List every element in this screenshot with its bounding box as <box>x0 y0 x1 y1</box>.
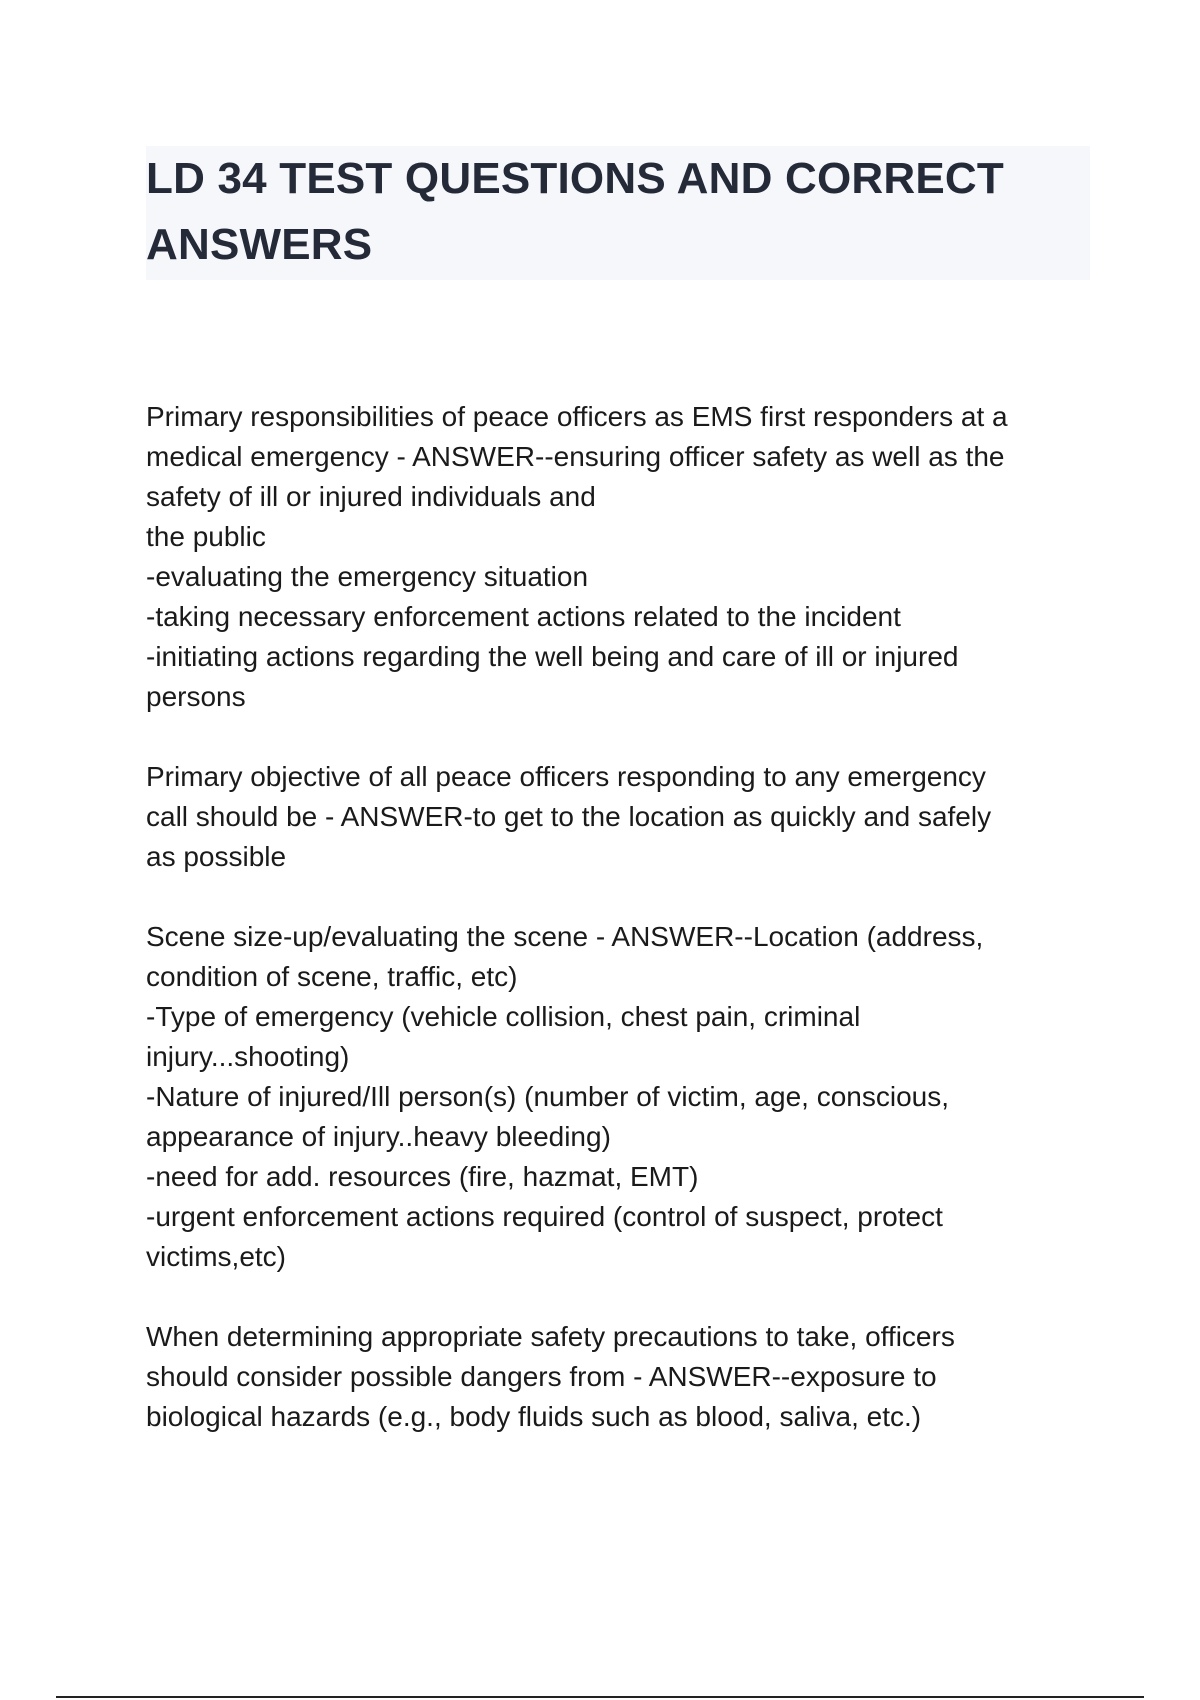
text-line: When determining appropriate safety precautions to take, officers <box>146 1321 955 1352</box>
title-line: ANSWERS <box>146 220 373 269</box>
text-line: injury...shooting) <box>146 1041 350 1072</box>
text-line: safety of ill or injured individuals and <box>146 481 596 512</box>
qa-entry-4 <box>146 1317 1096 1437</box>
text-line: -need for add. resources (fire, hazmat, EMT) <box>146 1161 699 1192</box>
document-title <box>146 146 1090 278</box>
qa-entry-1 <box>146 397 1096 717</box>
text-line: Scene size-up/evaluating the scene - ANSWER--Location (address, <box>146 921 984 952</box>
title-banner <box>146 146 1090 280</box>
text-line: -taking necessary enforcement actions related to the incident <box>146 601 901 632</box>
text-line: as possible <box>146 841 287 872</box>
text-line: biological hazards (e.g., body fluids such as blood, saliva, etc.) <box>146 1401 922 1432</box>
text-line: -urgent enforcement actions required (control of suspect, protect <box>146 1201 943 1232</box>
text-line: condition of scene, traffic, etc) <box>146 961 518 992</box>
text-line: -Type of emergency (vehicle collision, chest pain, criminal <box>146 1001 861 1032</box>
text-line: the public <box>146 521 266 552</box>
text-line: -evaluating the emergency situation <box>146 561 589 592</box>
text-line: persons <box>146 681 246 712</box>
page-divider <box>56 1696 1144 1698</box>
text-line: -Nature of injured/Ill person(s) (number of victim, age, conscious, <box>146 1081 949 1112</box>
text-line: should consider possible dangers from - ANSWER--exposure to <box>146 1361 937 1392</box>
title-line: LD 34 TEST QUESTIONS AND CORRECT <box>146 154 1004 203</box>
qa-entry-2 <box>146 757 1096 877</box>
text-line: call should be - ANSWER-to get to the location as quickly and safely <box>146 801 992 832</box>
qa-entry-3 <box>146 917 1096 1277</box>
text-line: medical emergency - ANSWER--ensuring officer safety as well as the <box>146 441 1005 472</box>
text-line: Primary objective of all peace officers responding to any emergency <box>146 761 986 792</box>
text-line: Primary responsibilities of peace officers as EMS first responders at a <box>146 401 1008 432</box>
text-line: victims,etc) <box>146 1241 286 1272</box>
text-line: -initiating actions regarding the well being and care of ill or injured <box>146 641 959 672</box>
text-line: appearance of injury..heavy bleeding) <box>146 1121 611 1152</box>
qa-list <box>146 397 1096 1477</box>
